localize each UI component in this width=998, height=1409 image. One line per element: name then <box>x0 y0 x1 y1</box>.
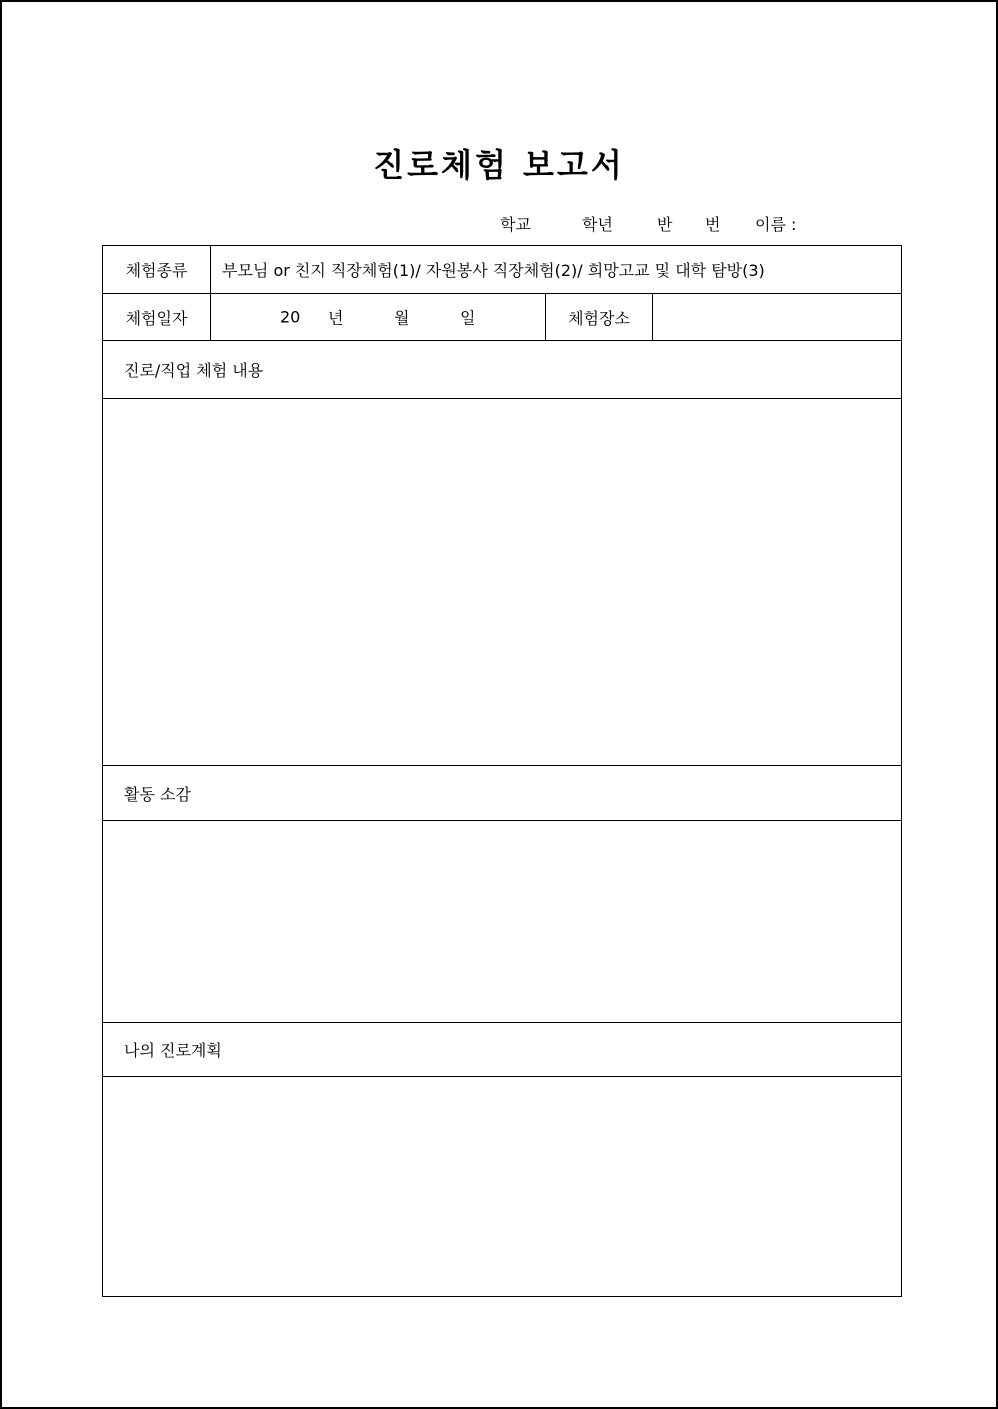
name-label: 이름 : <box>755 215 797 234</box>
page-title: 진로체험 보고서 <box>373 146 625 184</box>
date-year-prefix: 20 <box>280 307 301 327</box>
impression-body-row <box>103 821 902 1023</box>
plan-field[interactable] <box>103 1077 902 1297</box>
impression-label: 활동 소감 <box>103 766 902 821</box>
place-label: 체험장소 <box>546 294 653 341</box>
plan-header-row <box>103 1023 902 1077</box>
plan-body-row <box>103 1077 902 1297</box>
type-options[interactable]: 부모님 or 친지 직장체험(1)/ 자원봉사 직장체험(2)/ 희망고교 및 대학 탐방(3) <box>211 246 902 294</box>
place-field[interactable] <box>653 294 902 341</box>
type-label: 체험종류 <box>103 246 211 294</box>
number-label: 번 <box>705 215 721 234</box>
content-header-row <box>103 341 902 399</box>
date-label: 체험일자 <box>103 294 211 341</box>
grade-label: 학년 <box>582 215 613 234</box>
date-field[interactable] <box>211 294 546 341</box>
student-info-line <box>2 212 996 236</box>
plan-label: 나의 진로계획 <box>103 1023 902 1077</box>
type-row <box>103 246 902 294</box>
content-field[interactable] <box>103 399 902 766</box>
class-label: 반 <box>657 215 673 234</box>
date-month-label: 월 <box>394 308 410 328</box>
report-table <box>102 245 902 1297</box>
date-row <box>103 294 902 341</box>
date-day-label: 일 <box>460 308 476 328</box>
impression-field[interactable] <box>103 821 902 1023</box>
content-body-row <box>103 399 902 766</box>
impression-header-row <box>103 766 902 821</box>
date-year-label: 년 <box>328 308 344 328</box>
school-label: 학교 <box>500 215 531 234</box>
content-label: 진로/직업 체험 내용 <box>103 341 902 399</box>
